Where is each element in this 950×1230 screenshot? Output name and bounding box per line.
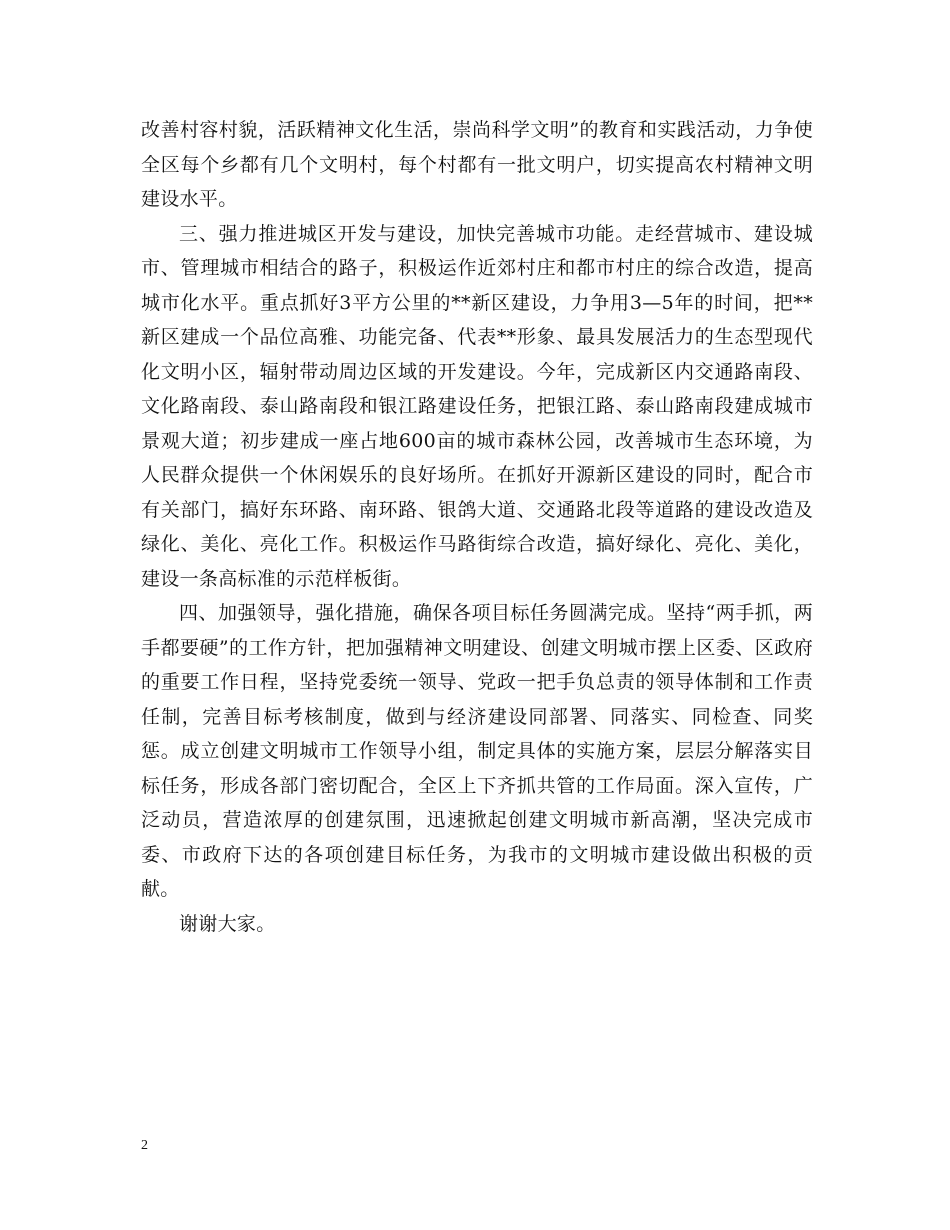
page-number: 2: [141, 1138, 148, 1153]
paragraph-section-3: 三、强力推进城区开发与建设，加快完善城市功能。走经营城市、建设城市、管理城市相结合的路子，积极运作近郊村庄和都市村庄的综合改造，提高城市化水平。重点抓好3平方公里的**新区建设，力争用3—5年的时间，把**新区建成一个品位高雅、功能完备、代表**形象、最具发展活力的生态型现代化文明小区，辐射带动周边区域的开发建设。今年，完成新区内交通路南段、文化路南段、泰山路南段和银江路建设任务，把银江路、泰山路南段建成城市景观大道；初步建成一座占地600亩的城市森林公园，改善城市生态环境，为人民群众提供一个休闲娱乐的良好场所。在抓好开源新区建设的同时，配合市有关部门，搞好东环路、南环路、银鸽大道、交通路北段等道路的建设改造及绿化、美化、亮化工作。积极运作马路街综合改造，搞好绿化、亮化、美化，建设一条高标准的示范样板街。: [141, 222, 813, 590]
paragraph-section-4: 四、加强领导，强化措施，确保各项目标任务圆满完成。坚持“两手抓，两手都要硬”的工作方针，把加强精神文明建设、创建文明城市摆上区委、区政府的重要工作日程，坚持党委统一领导、党政一把手负总责的领导体制和工作责任制，完善目标考核制度，做到与经济建设同部署、同落实、同检查、同奖惩。成立创建文明城市工作领导小组，制定具体的实施方案，层层分解落实目标任务，形成各部门密切配合，全区上下齐抓共管的工作局面。深入宣传，广泛动员，营造浓厚的创建氛围，迅速掀起创建文明城市新高潮，坚决完成市委、市政府下达的各项创建目标任务，为我市的文明城市建设做出积极的贡献。: [141, 602, 813, 900]
paragraph-continuation: 改善村容村貌，活跃精神文化生活，崇尚科学文明”的教育和实践活动，力争使全区每个乡都有几个文明村，每个村都有一批文明户，切实提高农村精神文明建设水平。: [141, 119, 813, 210]
document-body: [141, 113, 813, 941]
paragraph-closing: 谢谢大家。: [179, 912, 276, 935]
